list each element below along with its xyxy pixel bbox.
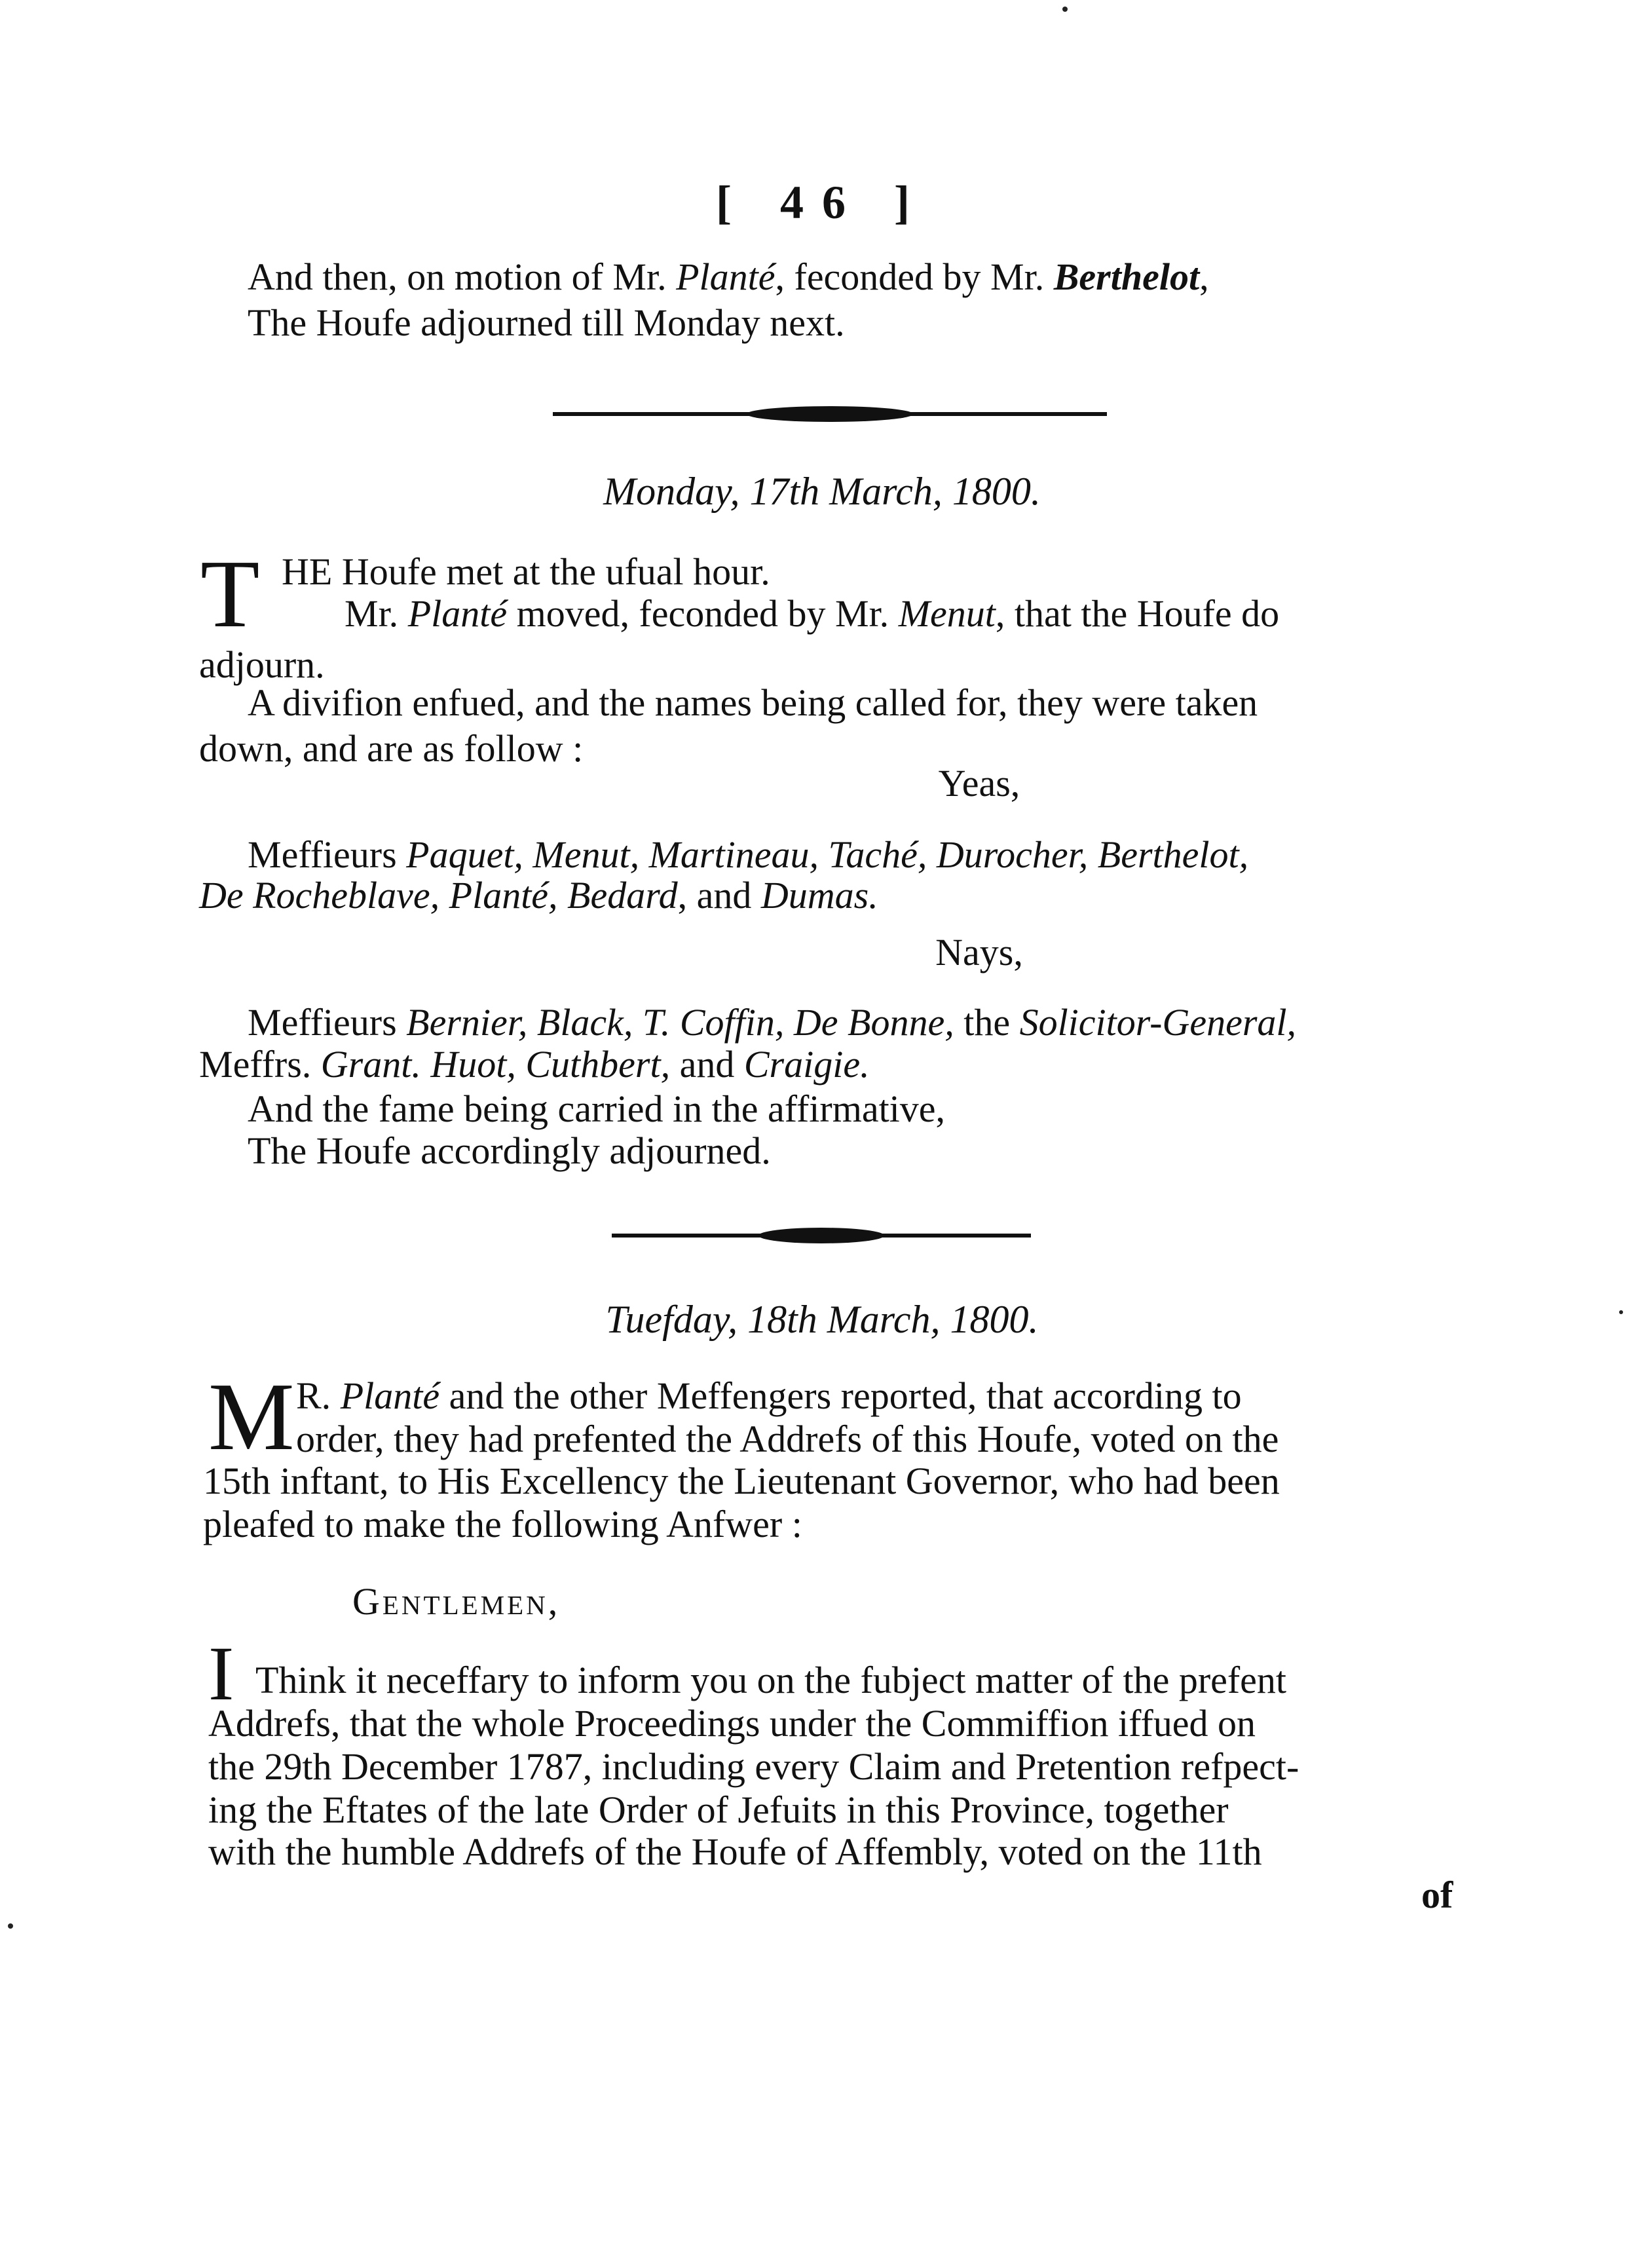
drop-cap-t: T — [200, 540, 260, 648]
continuation-line-1: And then, on motion of Mr. Planté, feconded by Mr. Berthelot, — [248, 255, 1209, 298]
drop-cap-m: M — [208, 1363, 295, 1471]
entry-date-tuesday: Tuefday, 18th March, 1800. — [605, 1298, 1039, 1341]
tuesday-line-1: R. Planté and the other Meffengers reported, that according to — [296, 1374, 1242, 1417]
monday-line-6: And the fame being carried in the affirmative, — [248, 1087, 946, 1130]
page-number: [ 46 ] — [716, 176, 928, 229]
yeas-line-1: Meffieurs Paquet, Menut, Martineau, Taché, Durocher, Berthelot, — [248, 833, 1249, 876]
entry-date-monday: Monday, 17th March, 1800. — [603, 470, 1041, 513]
answer-line-5: with the humble Addrefs of the Houfe of Affembly, voted on the 11th — [208, 1830, 1262, 1873]
tuesday-line-4: pleafed to make the following Anfwer : — [203, 1503, 802, 1545]
catchword: of — [1421, 1874, 1453, 1916]
monday-line-1: HE Houfe met at the ufual hour. — [282, 550, 770, 593]
yeas-line-2: De Rocheblave, Planté, Bedard, and Dumas. — [199, 874, 878, 917]
answer-line-1: Think it neceffary to inform you on the fubject matter of the prefent — [255, 1659, 1287, 1701]
answer-line-4: ing the Eftates of the late Order of Jefuits in this Province, together — [208, 1788, 1229, 1831]
monday-line-2: Mr. Planté moved, feconded by Mr. Menut, that the Houfe do — [345, 592, 1280, 635]
nays-label: Nays, — [935, 931, 1023, 973]
monday-line-7: The Houfe accordingly adjourned. — [248, 1129, 771, 1172]
monday-line-3: adjourn. — [199, 643, 325, 686]
nays-line-2: Meffrs. Grant. Huot, Cuthbert, and Craigie. — [199, 1043, 870, 1086]
drop-cap-i: I — [208, 1631, 234, 1716]
yeas-label: Yeas, — [938, 762, 1020, 804]
monday-line-4: A divifion enfued, and the names being called for, they were taken — [248, 681, 1258, 724]
tuesday-line-3: 15th inftant, to His Excellency the Lieutenant Governor, who had been — [203, 1460, 1280, 1502]
nays-line-1: Meffieurs Bernier, Black, T. Coffin, De Bonne, the Solicitor-General, — [248, 1001, 1297, 1044]
print-speck — [8, 1923, 13, 1929]
answer-line-3: the 29th December 1787, including every Claim and Pretention refpect- — [208, 1745, 1299, 1788]
print-speck — [1062, 7, 1068, 12]
tuesday-line-2: order, they had prefented the Addrefs of this Houfe, voted on the — [296, 1418, 1279, 1460]
monday-line-5: down, and are as follow : — [199, 727, 584, 770]
salutation: Gentlemen, — [352, 1580, 561, 1623]
continuation-line-2: The Houfe adjourned till Monday next. — [248, 301, 845, 344]
answer-line-2: Addrefs, that the whole Proceedings under the Commiffion iffued on — [208, 1702, 1256, 1745]
